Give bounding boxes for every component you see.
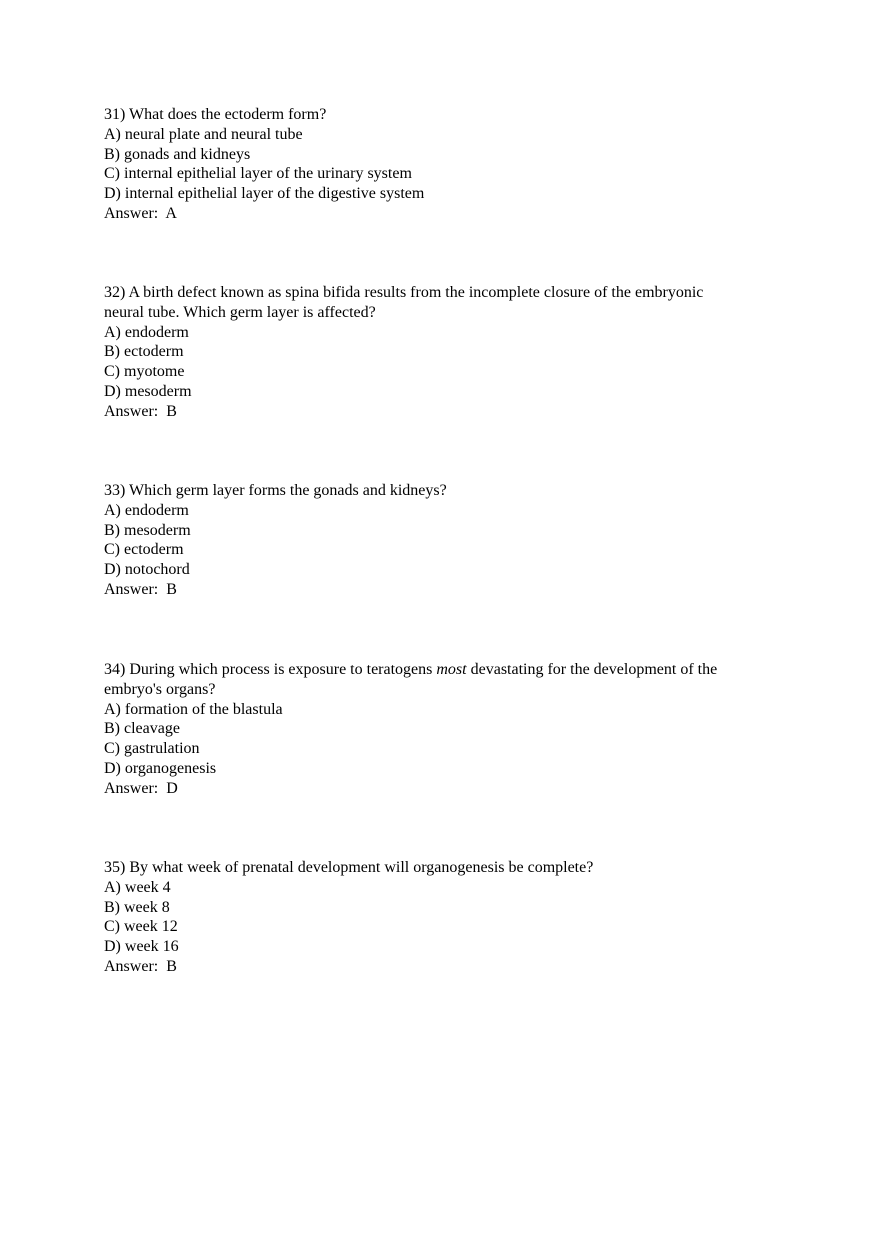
option-a: A) formation of the blastula <box>104 700 283 718</box>
question-31 <box>104 105 784 224</box>
question-34 <box>104 660 784 799</box>
option-d: D) notochord <box>104 561 190 579</box>
question-stem-cont: embryo's organs? <box>104 680 216 698</box>
option-a: A) endoderm <box>104 501 189 519</box>
option-b: B) gonads and kidneys <box>104 145 251 163</box>
option-c: C) gastrulation <box>104 740 200 758</box>
answer: Answer: B <box>104 580 177 598</box>
question-33 <box>104 481 784 600</box>
option-d: D) internal epithelial layer of the digestive system <box>104 185 425 203</box>
question-stem-cont: neural tube. Which germ layer is affected? <box>104 303 376 321</box>
option-c: C) myotome <box>104 363 185 381</box>
option-d: D) week 16 <box>104 938 179 956</box>
option-b: B) ectoderm <box>104 343 184 361</box>
option-d: D) mesoderm <box>104 382 192 400</box>
option-c: C) week 12 <box>104 918 178 936</box>
option-a: A) endoderm <box>104 323 189 341</box>
option-c: C) ectoderm <box>104 541 184 559</box>
question-stem: 32) A birth defect known as spina bifida results from the incomplete closure of the embryonic <box>104 284 704 301</box>
answer: Answer: A <box>104 204 177 222</box>
option-a: A) neural plate and neural tube <box>104 125 303 143</box>
stem-text: devastating for the development of the <box>466 661 718 678</box>
stem-emphasis: most <box>436 661 467 678</box>
option-a: A) week 4 <box>104 878 171 896</box>
option-b: B) cleavage <box>104 720 180 738</box>
option-d: D) organogenesis <box>104 759 217 777</box>
question-stem: 33) Which germ layer forms the gonads and kidneys? <box>104 482 447 499</box>
stem-text: 34) During which process is exposure to teratogens <box>104 661 437 678</box>
question-32 <box>104 283 784 422</box>
question-35 <box>104 858 784 977</box>
question-stem: 35) By what week of prenatal development will organogenesis be complete? <box>104 859 594 876</box>
answer: Answer: B <box>104 402 177 420</box>
option-b: B) mesoderm <box>104 521 191 539</box>
question-stem <box>104 660 784 680</box>
answer: Answer: D <box>104 779 178 797</box>
option-b: B) week 8 <box>104 898 170 916</box>
answer: Answer: B <box>104 957 177 975</box>
option-c: C) internal epithelial layer of the urinary system <box>104 165 412 183</box>
question-stem: 31) What does the ectoderm form? <box>104 106 327 123</box>
